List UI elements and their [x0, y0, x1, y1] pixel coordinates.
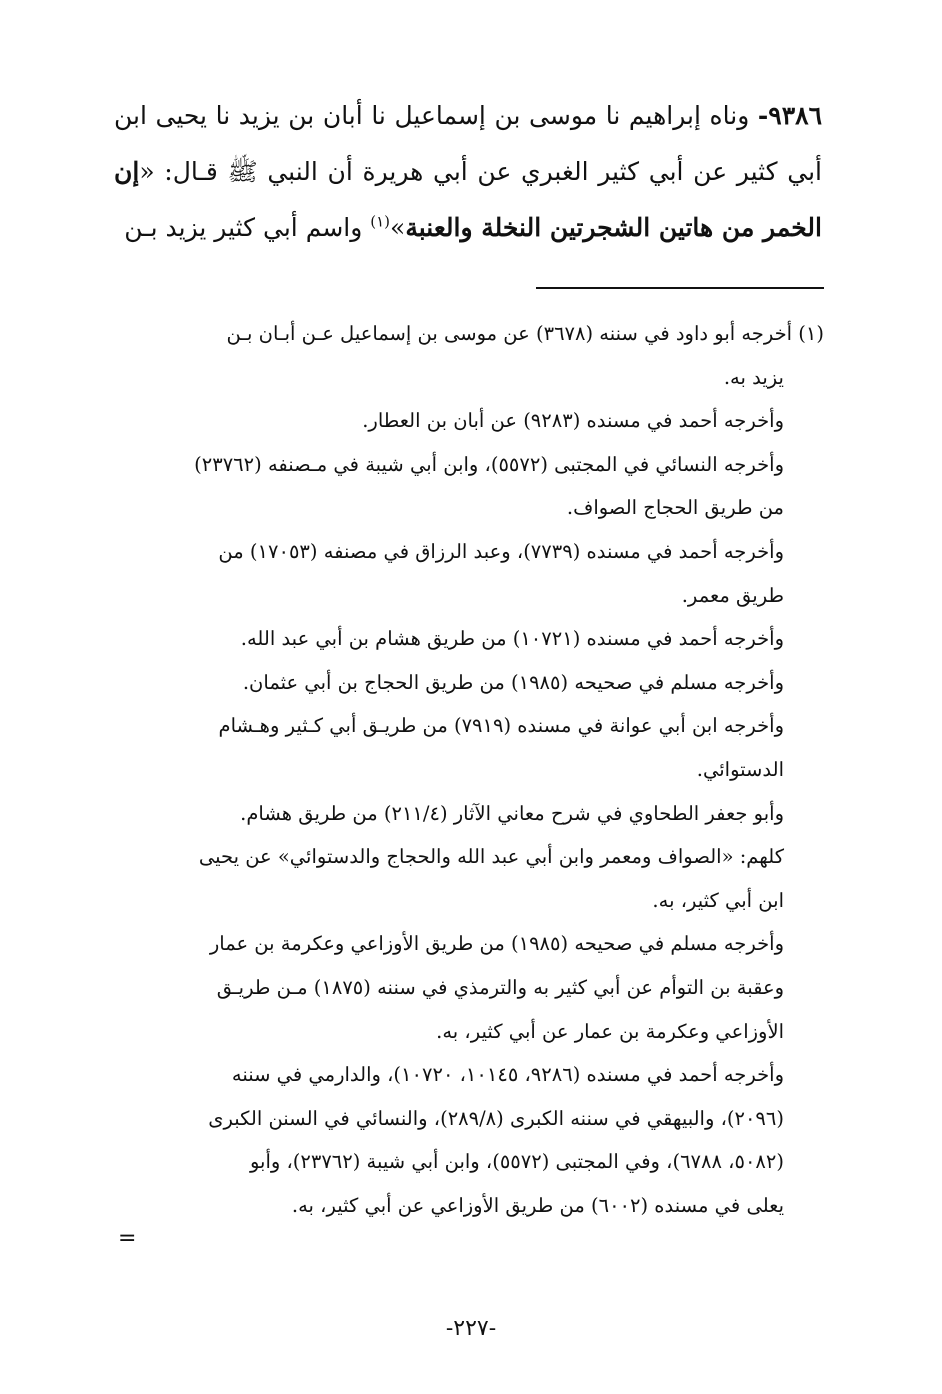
footnote-line: وأخرجه أحمد في مسنده (٩٢٨٣) عن أبان بن العطار. — [362, 409, 784, 433]
footnote-line: وأخرجه مسلم في صحيحه (١٩٨٥) من طريق الحجاج بن أبي عثمان. — [242, 670, 784, 694]
footnote-line: من طريق الحجاج الصواف. — [566, 496, 784, 520]
footnote-line: وعقبة بن التوأم عن أبي كثير به والترمذي في سننه (١٨٧٥) مـن طريـق — [216, 975, 784, 999]
hadith-matn: إن الخمر من هاتين الشجرتين النخلة والعنبة — [114, 157, 822, 242]
footnote-continuation-mark: = — [118, 1226, 137, 1251]
footnote-line: ابن أبي كثير، به. — [652, 888, 784, 912]
hadith-close-quote: » — [390, 213, 406, 242]
footnote-line: وأخرجه مسلم في صحيحه (١٩٨٥) من طريق الأوزاعي وعكرمة بن عمار — [209, 932, 784, 956]
hadith-text — [114, 88, 822, 256]
footnote-line: الأوزاعي وعكرمة بن عمار عن أبي كثير، به. — [436, 1019, 784, 1043]
hadith-number: ٩٣٨٦ — [768, 101, 822, 130]
footnote-line: وأخرجه ابن أبي عوانة في مسنده (٧٩١٩) من طريـق أبي كـثير وهـشام — [218, 714, 784, 738]
footnote-line: وأخرجه أحمد في مسنده (١٠٧٢١) من طريق هشام بن أبي عبد الله. — [240, 627, 784, 651]
footnote-line: وأبو جعفر الطحاوي في شرح معاني الآثار (٢١١/٤) من طريق هشام. — [240, 801, 784, 825]
footnote-line: يزيد به. — [723, 365, 784, 389]
footnote-separator — [536, 287, 824, 289]
hadith-narration: وناه إبراهيم نا موسى بن إسماعيل نا أبان بن يزيد نا يحيى ابن أبي كثير عن أبي كثير الغبري عن أبي هريرة أن النبي ﷺ قـال: « — [114, 101, 822, 186]
footnote-line: وأخرجه النسائي في المجتبى (٥٥٧٢)، وابن أبي شيبة في مـصنفه (٢٣٧٦٢) — [194, 452, 784, 476]
footnote-line: كلهم: «الصواف ومعمر وابن أبي عبد الله والحجاج والدستوائي» عن يحيى — [198, 845, 784, 869]
footnote-line: يعلى في مسنده (٦٠٠٢) من طريق الأوزاعي عن أبي كثير، به. — [291, 1193, 784, 1217]
page-number: -٢٢٧- — [445, 1316, 497, 1341]
footnote-line: طريق معمر. — [681, 583, 784, 607]
hadith-paragraph — [114, 88, 822, 256]
footnote-line: (٢٠٩٦)، والبيهقي في سننه الكبرى (٢٨٩/٨)، والنسائي في السنن الكبرى — [208, 1106, 784, 1130]
footnote-line: (١) أخرجه أبو داود في سننه (٣٦٧٨) عن موسى بن إسماعيل عـن أبـان بـن — [226, 322, 824, 345]
footnote-reference: (١) — [370, 212, 391, 231]
footnote-line: وأخرجه أحمد في مسنده (٩٢٨٦، ١٠١٤٥، ١٠٧٢٠)، والدارمي في سننه — [231, 1063, 784, 1087]
footnote-line: وأخرجه أحمد في مسنده (٧٧٣٩)، وعبد الرزاق في مصنفه (١٧٠٥٣) من — [218, 539, 784, 563]
footnote-line: (٥٠٨٢، ٦٧٨٨)، وفي المجتبى (٥٥٧٢)، وابن أبي شيبة (٢٣٧٦٢)، وأبو — [249, 1150, 784, 1174]
hadith-number-dash: - — [757, 101, 769, 130]
hadith-tail: واسم أبي كثير يزيد بـن — [124, 213, 371, 242]
footnotes — [118, 312, 824, 1227]
footnote-line: الدستوائي. — [696, 757, 784, 781]
